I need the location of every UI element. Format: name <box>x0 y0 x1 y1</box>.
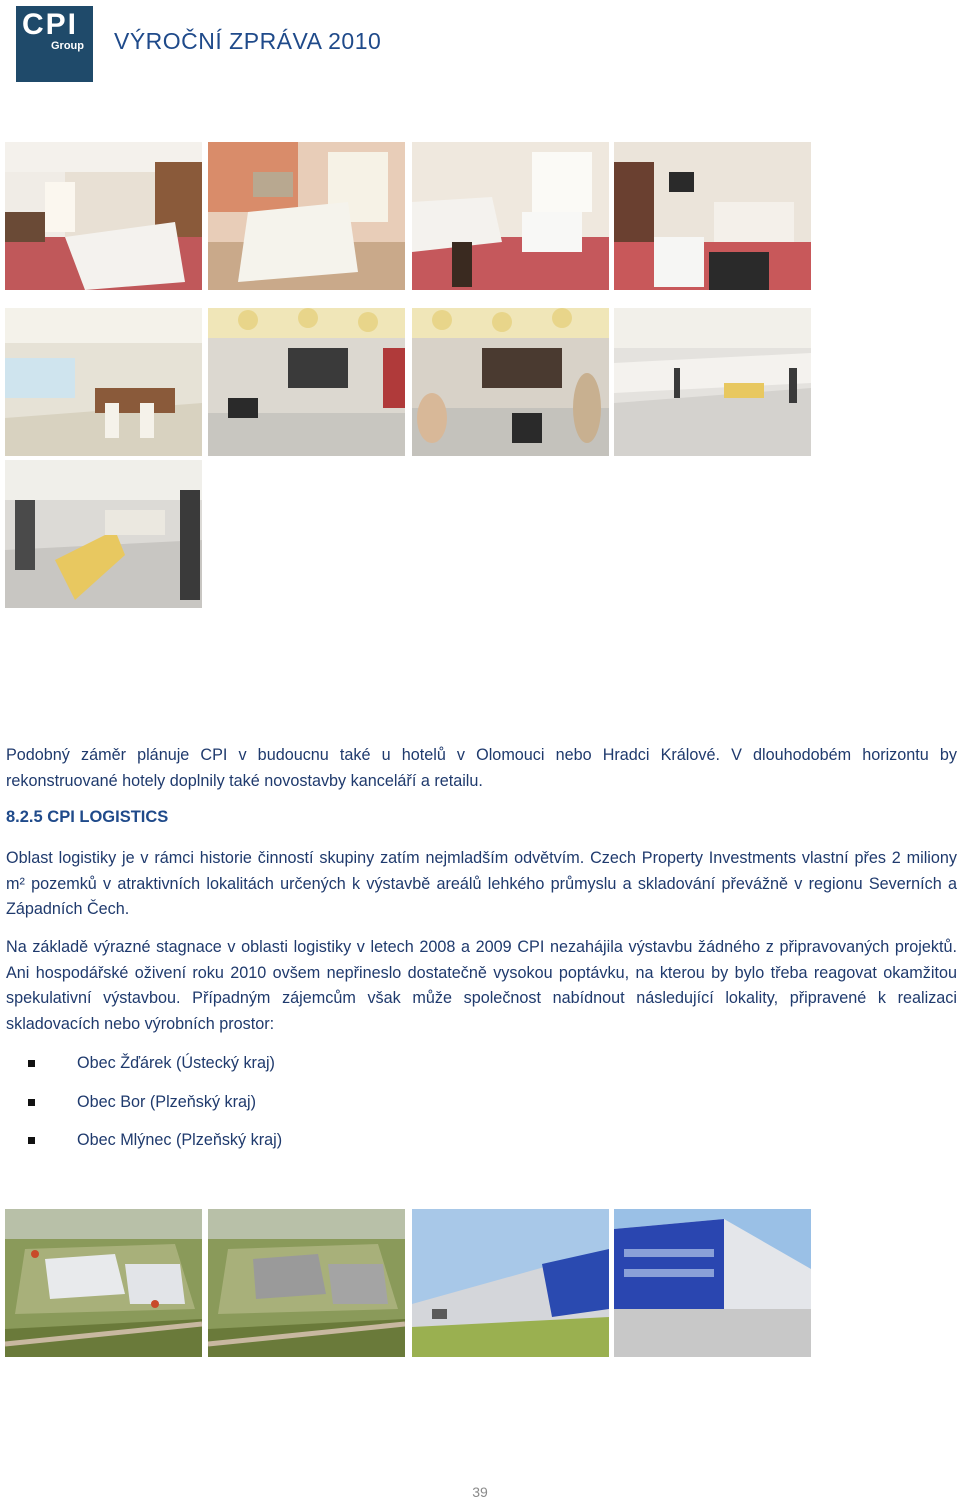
hotel-room-photo <box>208 142 405 290</box>
bullet-icon <box>28 1099 35 1106</box>
list-item <box>28 1127 282 1166</box>
logistics-warehouse-photo <box>412 1209 609 1357</box>
logistics-aerial-photo <box>5 1209 202 1357</box>
list-item-label: Obec Mlýnec (Plzeňský kraj) <box>77 1131 283 1149</box>
hotel-lobby-photo <box>412 308 609 456</box>
list-item-label: Obec Žďárek (Ústecký kraj) <box>77 1054 275 1072</box>
page-number: 39 <box>472 1484 488 1500</box>
logistics-aerial-photo <box>208 1209 405 1357</box>
hotel-room-photo <box>614 142 811 290</box>
bullet-icon <box>28 1137 35 1144</box>
list-item-label: Obec Bor (Plzeňský kraj) <box>77 1092 257 1111</box>
hotel-restaurant-photo <box>5 308 202 456</box>
list-item <box>28 1050 282 1089</box>
cpi-logo <box>16 6 93 82</box>
paragraph-logistics-status: Na základě výrazné stagnace v oblasti logistiky v letech 2008 a 2009 CPI nezahájila výstavbu žádného z připravovaných projektů. Ani hospodářské oživení roku 2010 ovšem nepřineslo dostatečně vysokou poptávku, na kterou by bylo třeba reagovat okamžitou spekulativní výstavbou. Případným zájemcům však může společnost nabídnout následující lokality, připravené k realizaci skladovacích nebo výrobních prostor: <box>6 938 957 1033</box>
hotel-bar-photo <box>208 308 405 456</box>
hotel-reception-photo <box>614 308 811 456</box>
logo-subtext: Group <box>51 40 84 52</box>
hotel-room-photo <box>412 142 609 290</box>
hotel-room-photo <box>5 142 202 290</box>
hotel-lobby-photo <box>5 460 202 608</box>
logo-text: CPI <box>22 8 79 41</box>
paragraph-logistics-intro: Oblast logistiky je v rámci historie činností skupiny zatím nejmladším odvětvím. Czech Property Investments vlastní přes 2 miliony m² pozemků v atraktivních lokalitách určených k výstavbě areálů lehkého průmyslu a skladování převážně v regionu Severních a Západních Čech. <box>6 849 957 918</box>
section-heading: 8.2.5 CPI LOGISTICS <box>6 808 169 826</box>
location-list <box>28 1050 282 1166</box>
list-item <box>28 1089 282 1128</box>
logistics-warehouse-photo <box>614 1209 811 1357</box>
bullet-icon <box>28 1060 35 1067</box>
report-title: VÝROČNÍ ZPRÁVA 2010 <box>114 28 382 54</box>
paragraph-hotels: Podobný záměr plánuje CPI v budoucnu také u hotelů v Olomouci nebo Hradci Králové. V dlouhodobém horizontu by rekonstruované hotely doplnily také novostavby kanceláří a retailu. <box>6 746 957 790</box>
